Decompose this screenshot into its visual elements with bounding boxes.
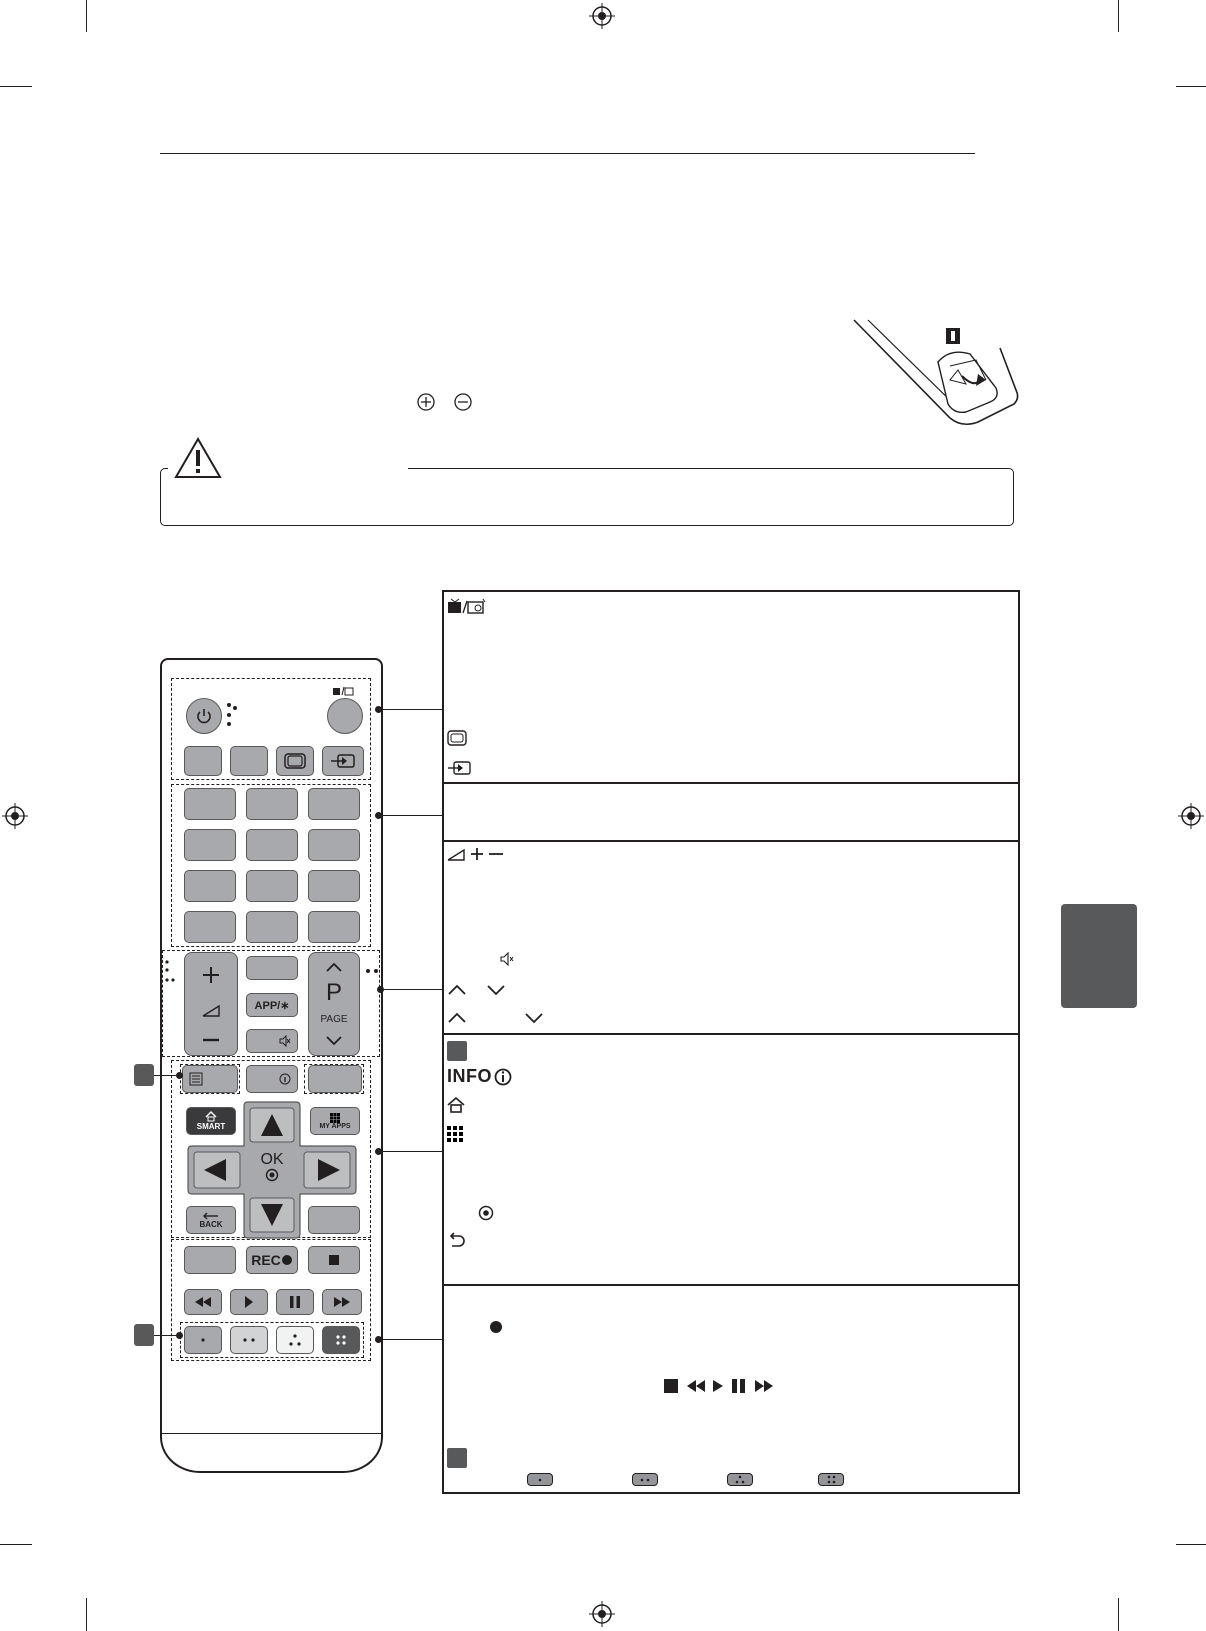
home-icon <box>447 1097 465 1113</box>
crop-mark <box>0 1544 32 1545</box>
play-icon <box>712 1379 724 1393</box>
smart-button[interactable]: SMART <box>186 1107 236 1135</box>
marker-leader-dot <box>176 1332 183 1339</box>
panel-divider <box>442 1033 1020 1035</box>
channel-page-label: PAGE <box>320 1013 348 1025</box>
number-key[interactable] <box>308 829 360 861</box>
marker-leader-dot <box>176 1072 183 1079</box>
number-key[interactable] <box>308 870 360 902</box>
ratio-icon <box>283 752 307 770</box>
fast-forward-button[interactable] <box>322 1289 362 1315</box>
caution-icon <box>174 437 222 479</box>
power-icon <box>195 707 213 725</box>
section-marker <box>134 1064 154 1086</box>
remote-button-c[interactable] <box>246 956 298 980</box>
rec-small-icon <box>281 1254 293 1266</box>
leader-line <box>379 709 442 710</box>
number-key[interactable] <box>184 870 236 902</box>
back-small-icon <box>202 1212 220 1220</box>
button-description-panel <box>442 590 1020 1494</box>
ok-small-icon <box>265 1168 279 1182</box>
remote-button-a[interactable] <box>184 746 222 776</box>
number-key[interactable] <box>246 788 298 820</box>
number-key[interactable] <box>308 788 360 820</box>
mute-icon <box>500 952 514 966</box>
ratio-button[interactable] <box>276 746 314 776</box>
registration-mark-icon <box>2 803 28 829</box>
stop-button[interactable] <box>308 1246 360 1274</box>
volume-down-icon <box>201 1037 221 1043</box>
stop-small-icon <box>329 1255 339 1265</box>
play-small-icon <box>244 1296 254 1308</box>
volume-icon <box>201 1004 221 1018</box>
color-key-1[interactable] <box>184 1326 222 1354</box>
input-icon <box>447 760 471 776</box>
color-key-2[interactable] <box>230 1326 268 1354</box>
color-key-4-icon <box>818 1473 844 1486</box>
number-key[interactable] <box>246 911 298 943</box>
channel-rocker[interactable] <box>308 952 360 1056</box>
power-button[interactable] <box>186 698 222 734</box>
rewind-icon <box>686 1379 706 1393</box>
crop-mark <box>86 0 87 32</box>
channel-down-icon <box>486 984 506 996</box>
mute-icon <box>279 1035 291 1047</box>
crop-mark <box>1176 1544 1206 1545</box>
back-button[interactable]: BACK <box>186 1206 236 1234</box>
info-small-icon <box>279 1073 291 1085</box>
crop-mark <box>86 1598 87 1631</box>
section-marker <box>134 1324 154 1346</box>
panel-divider <box>442 1284 1020 1286</box>
color-key-3[interactable] <box>276 1326 314 1354</box>
mute-button[interactable] <box>246 1029 298 1053</box>
rewind-button[interactable] <box>184 1289 222 1315</box>
page-down-icon <box>524 1012 544 1024</box>
play-button[interactable] <box>230 1289 268 1315</box>
pause-small-icon <box>290 1296 300 1308</box>
number-key[interactable] <box>184 829 236 861</box>
stop-icon <box>664 1379 678 1393</box>
input-button[interactable] <box>322 746 364 776</box>
ok-icon <box>478 1205 494 1221</box>
panel-divider <box>442 782 1020 784</box>
color-key-4[interactable] <box>322 1326 360 1354</box>
channel-up-icon <box>447 984 467 996</box>
chapter-tab <box>1061 904 1137 1008</box>
battery-minus-icon <box>453 392 473 412</box>
section-marker-icon <box>447 1448 467 1468</box>
caution-box <box>160 468 1014 526</box>
number-key[interactable] <box>308 911 360 943</box>
teletext-icon <box>189 1072 203 1086</box>
remote-bottom-edge <box>160 1433 383 1474</box>
my-apps-icon <box>447 1126 463 1142</box>
channel-dots <box>365 962 379 970</box>
crop-mark <box>0 86 32 87</box>
section-marker-icon <box>447 1041 467 1061</box>
crop-mark <box>1118 1598 1119 1631</box>
remote-button-b[interactable] <box>230 746 268 776</box>
channel-down-icon <box>324 1035 344 1047</box>
number-key[interactable] <box>184 788 236 820</box>
leader-line <box>379 815 442 816</box>
rec-button[interactable]: REC <box>246 1246 298 1274</box>
channel-up-icon <box>324 961 344 973</box>
volume-icon <box>447 846 507 862</box>
crop-mark <box>1118 0 1119 32</box>
number-key[interactable] <box>246 870 298 902</box>
registration-mark-icon <box>1178 803 1204 829</box>
fast-forward-icon <box>754 1379 774 1393</box>
panel-divider <box>442 840 1020 842</box>
ok-label: OK <box>260 1151 284 1168</box>
ratio-icon <box>447 730 467 746</box>
number-key[interactable] <box>184 911 236 943</box>
color-key-2-icon <box>632 1473 658 1486</box>
leader-line <box>379 1151 442 1152</box>
back-icon <box>447 1232 465 1248</box>
record-icon <box>489 1320 503 1334</box>
power-dots <box>226 702 238 728</box>
leader-line <box>381 989 442 990</box>
color-key-1-icon <box>527 1473 553 1486</box>
volume-rocker[interactable] <box>184 952 238 1056</box>
header-rule <box>160 153 975 154</box>
info-icon <box>494 1068 512 1086</box>
remote-button-f[interactable] <box>184 1246 236 1274</box>
tv-radio-icon <box>447 598 487 614</box>
number-key[interactable] <box>246 829 298 861</box>
ok-key[interactable] <box>256 1152 288 1188</box>
remote-button-e[interactable] <box>308 1206 360 1234</box>
registration-mark-icon <box>589 1601 615 1627</box>
tv-radio-button[interactable] <box>327 698 363 734</box>
battery-cover-illustration <box>850 318 1020 430</box>
remote-button-d[interactable] <box>308 1065 362 1093</box>
channel-p-label: P <box>325 979 342 1007</box>
info-label: INFO <box>447 1066 492 1086</box>
registration-mark-icon <box>589 3 615 29</box>
my-apps-button[interactable]: MY APPS <box>310 1107 360 1135</box>
pause-icon <box>732 1379 746 1393</box>
input-icon <box>330 753 356 769</box>
fast-forward-small-icon <box>333 1297 351 1307</box>
app-button[interactable]: APP/∗ <box>246 993 298 1017</box>
teletext-button[interactable] <box>182 1065 238 1093</box>
crop-mark <box>1176 86 1206 87</box>
volume-up-icon <box>201 965 221 985</box>
battery-plus-icon <box>416 392 436 412</box>
info-button[interactable] <box>246 1065 298 1093</box>
pause-button[interactable] <box>276 1289 314 1315</box>
leader-line <box>379 1339 442 1340</box>
tv-radio-small-icon <box>332 686 354 696</box>
rewind-small-icon <box>194 1297 212 1307</box>
page-up-icon <box>447 1012 467 1024</box>
color-key-3-icon <box>727 1473 753 1486</box>
volume-dots <box>164 958 176 984</box>
